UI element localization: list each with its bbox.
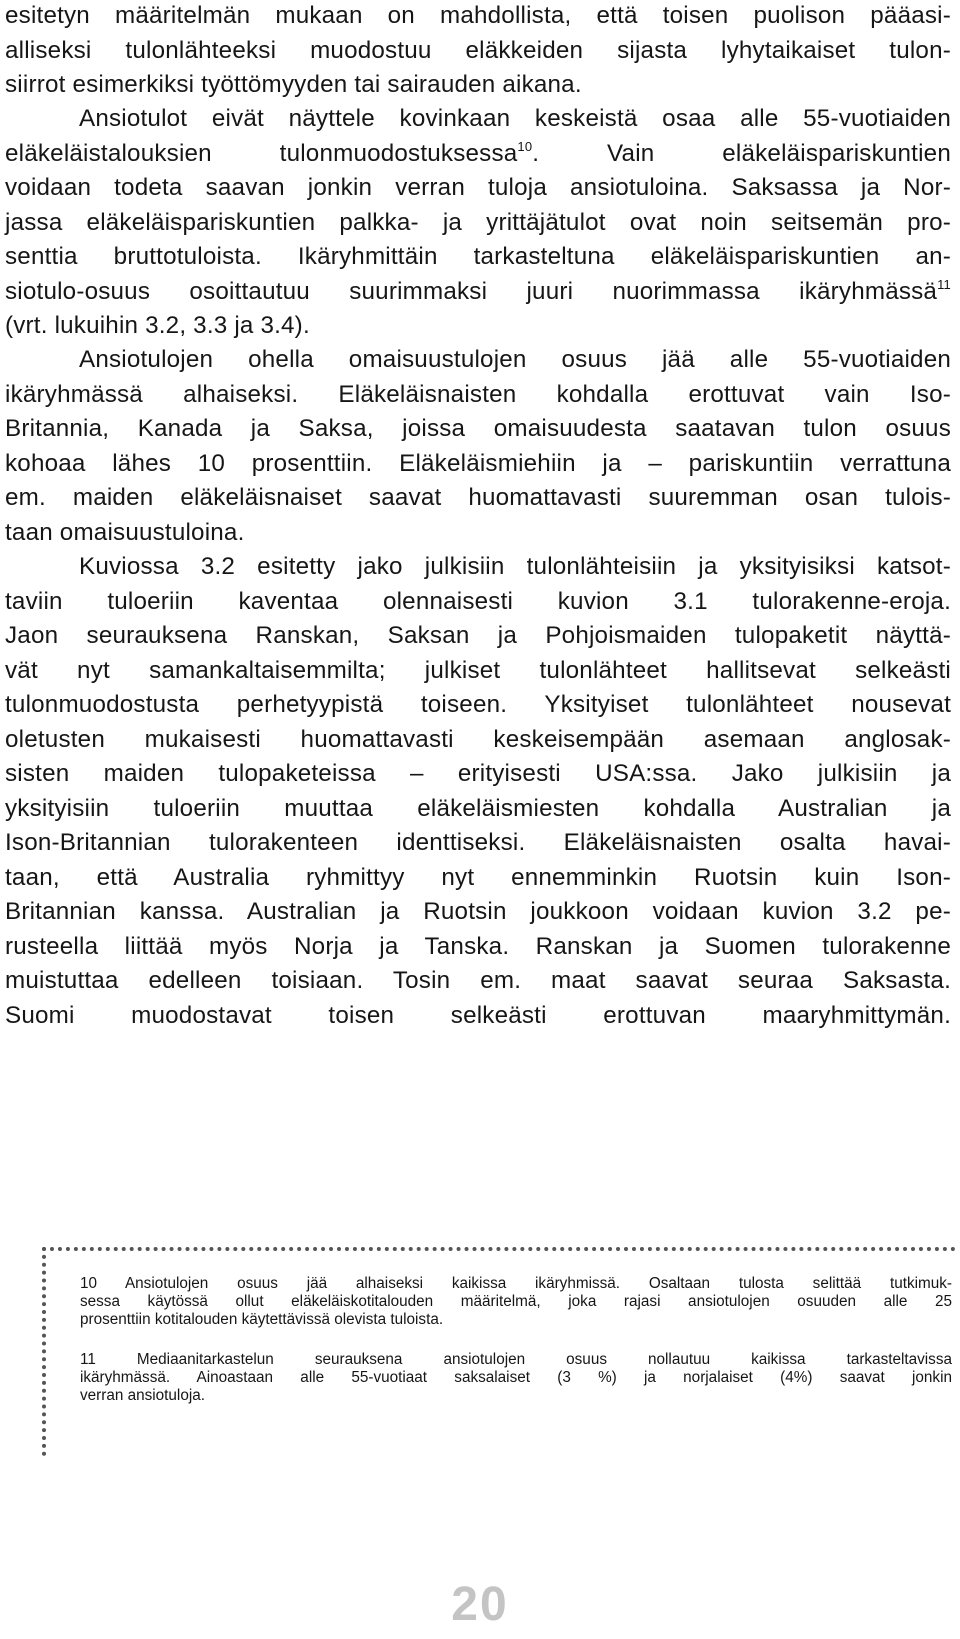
footnote-10: 10 Ansiotulojen osuus jää alhaiseksi kaikissa ikäryhmissä. Osaltaan tulosta selittää tutkimuk- — [80, 1275, 952, 1292]
text-line: jassa eläkeläispariskuntien palkka- ja yrittäjätulot ovat noin seitsemän pro- — [5, 209, 951, 236]
text-line: esitetyn määritelmän mukaan on mahdollista, että toisen puolison pääasi- — [5, 2, 951, 29]
footnote-ref-10: 10 — [517, 139, 533, 154]
text-segment: siotulo-osuus osoittautuu suurimmaksi juuri nuorimmassa ikäryhmässä — [5, 278, 938, 305]
footnote-11-line: ikäryhmässä. Ainoastaan alle 55-vuotiaat saksalaiset (3 %) ja norjalaiset (4%) saavat jonkin — [80, 1369, 952, 1386]
text-line: Britannian kanssa. Australian ja Ruotsin joukkoon voidaan kuvion 3.2 pe- — [5, 898, 951, 925]
text-line: taan, että Australia ryhmittyy nyt ennemminkin Ruotsin kuin Ison- — [5, 864, 951, 891]
text-line: Britannia, Kanada ja Saksa, joissa omaisuudesta saatavan tulon osuus — [5, 415, 951, 442]
text-line: vät nyt samankaltaisemmilta; julkiset tulonlähteet hallitsevat selkeästi — [5, 657, 951, 684]
text-line: (vrt. lukuihin 3.2, 3.3 ja 3.4). — [5, 312, 310, 339]
text-line: Kuviossa 3.2 esitetty jako julkisiin tulonlähteisiin ja yksityisiksi katsot- — [79, 553, 951, 580]
text-line: senttia bruttotuloista. Ikäryhmittäin tarkasteltuna eläkeläispariskuntien an- — [5, 243, 951, 270]
text-line: Ansiotulojen ohella omaisuustulojen osuus jää alle 55-vuotiaiden — [79, 346, 951, 373]
text-line: em. maiden eläkeläisnaiset saavat huomattavasti suuremman osan tulois- — [5, 484, 951, 511]
text-line: Ison-Britannian tulorakenteen identtiseksi. Eläkeläisnaisten osalta havai- — [5, 829, 951, 856]
footnote-ref-11: 11 — [937, 277, 951, 292]
text-line: taan omaisuustuloina. — [5, 519, 245, 546]
footnote-separator — [42, 1247, 956, 1251]
footnote-10-line: prosenttiin kotitalouden käytettävissä olevista tuloista. — [80, 1311, 444, 1328]
text-line: taviin tuloeriin kaventaa olennaisesti kuvion 3.1 tulorakenne-eroja. — [5, 588, 951, 615]
text-line: rusteella liittää myös Norja ja Tanska. Ranskan ja Suomen tulorakenne — [5, 933, 951, 960]
footnote-10-line: sessa käytössä ollut eläkeläiskotitalouden määritelmä, joka rajasi ansiotulojen osuuden alle 25 — [80, 1293, 952, 1310]
text-line: Jaon seurauksena Ranskan, Saksan ja Pohjoismaiden tulopaketit näyttä- — [5, 622, 951, 649]
text-line: sisten maiden tulopaketeissa – erityisesti USA:ssa. Jako julkisiin ja — [5, 760, 951, 787]
footnote-11: 11 Mediaanitarkastelun seurauksena ansiotulojen osuus nollautuu kaikissa tarkasteltavissa — [80, 1351, 952, 1368]
page-number: 20 — [451, 1578, 509, 1631]
text-line: ikäryhmässä alhaiseksi. Eläkeläisnaisten kohdalla erottuvat vain Iso- — [5, 381, 951, 408]
footnote-border — [42, 1247, 46, 1456]
text-line: oletusten mukaisesti huomattavasti keskeisempään asemaan anglosak- — [5, 726, 951, 753]
text-line: siirrot esimerkiksi työttömyyden tai sairauden aikana. — [5, 71, 582, 98]
footnote-11-line: verran ansiotuloja. — [80, 1387, 205, 1404]
text-line: Suomi muodostavat toisen selkeästi erottuvan maaryhmittymän. — [5, 1002, 951, 1029]
text-line: voidaan todeta saavan jonkin verran tuloja ansiotuloina. Saksassa ja Nor- — [5, 174, 951, 201]
text-segment: . Vain eläkeläispariskuntien — [532, 140, 951, 167]
text-line: alliseksi tulonlähteeksi muodostuu eläkkeiden sijasta lyhytaikaiset tulon- — [5, 37, 951, 64]
text-line: tulonmuodostusta perhetyypistä toiseen. Yksityiset tulonlähteet nousevat — [5, 691, 951, 718]
text-line: muistuttaa edelleen toisiaan. Tosin em. maat saavat seuraa Saksasta. — [5, 967, 951, 994]
text-line: kohoaa lähes 10 prosenttiin. Eläkeläismiehiin ja – pariskuntiin verrattuna — [5, 450, 951, 477]
text-segment: eläkeläistalouksien tulonmuodostuksessa — [5, 140, 518, 167]
text-line: yksityisiin tuloeriin muuttaa eläkeläismiesten kohdalla Australian ja — [5, 795, 951, 822]
text-line: Ansiotulot eivät näyttele kovinkaan keskeistä osaa alle 55-vuotiaiden — [79, 105, 951, 132]
